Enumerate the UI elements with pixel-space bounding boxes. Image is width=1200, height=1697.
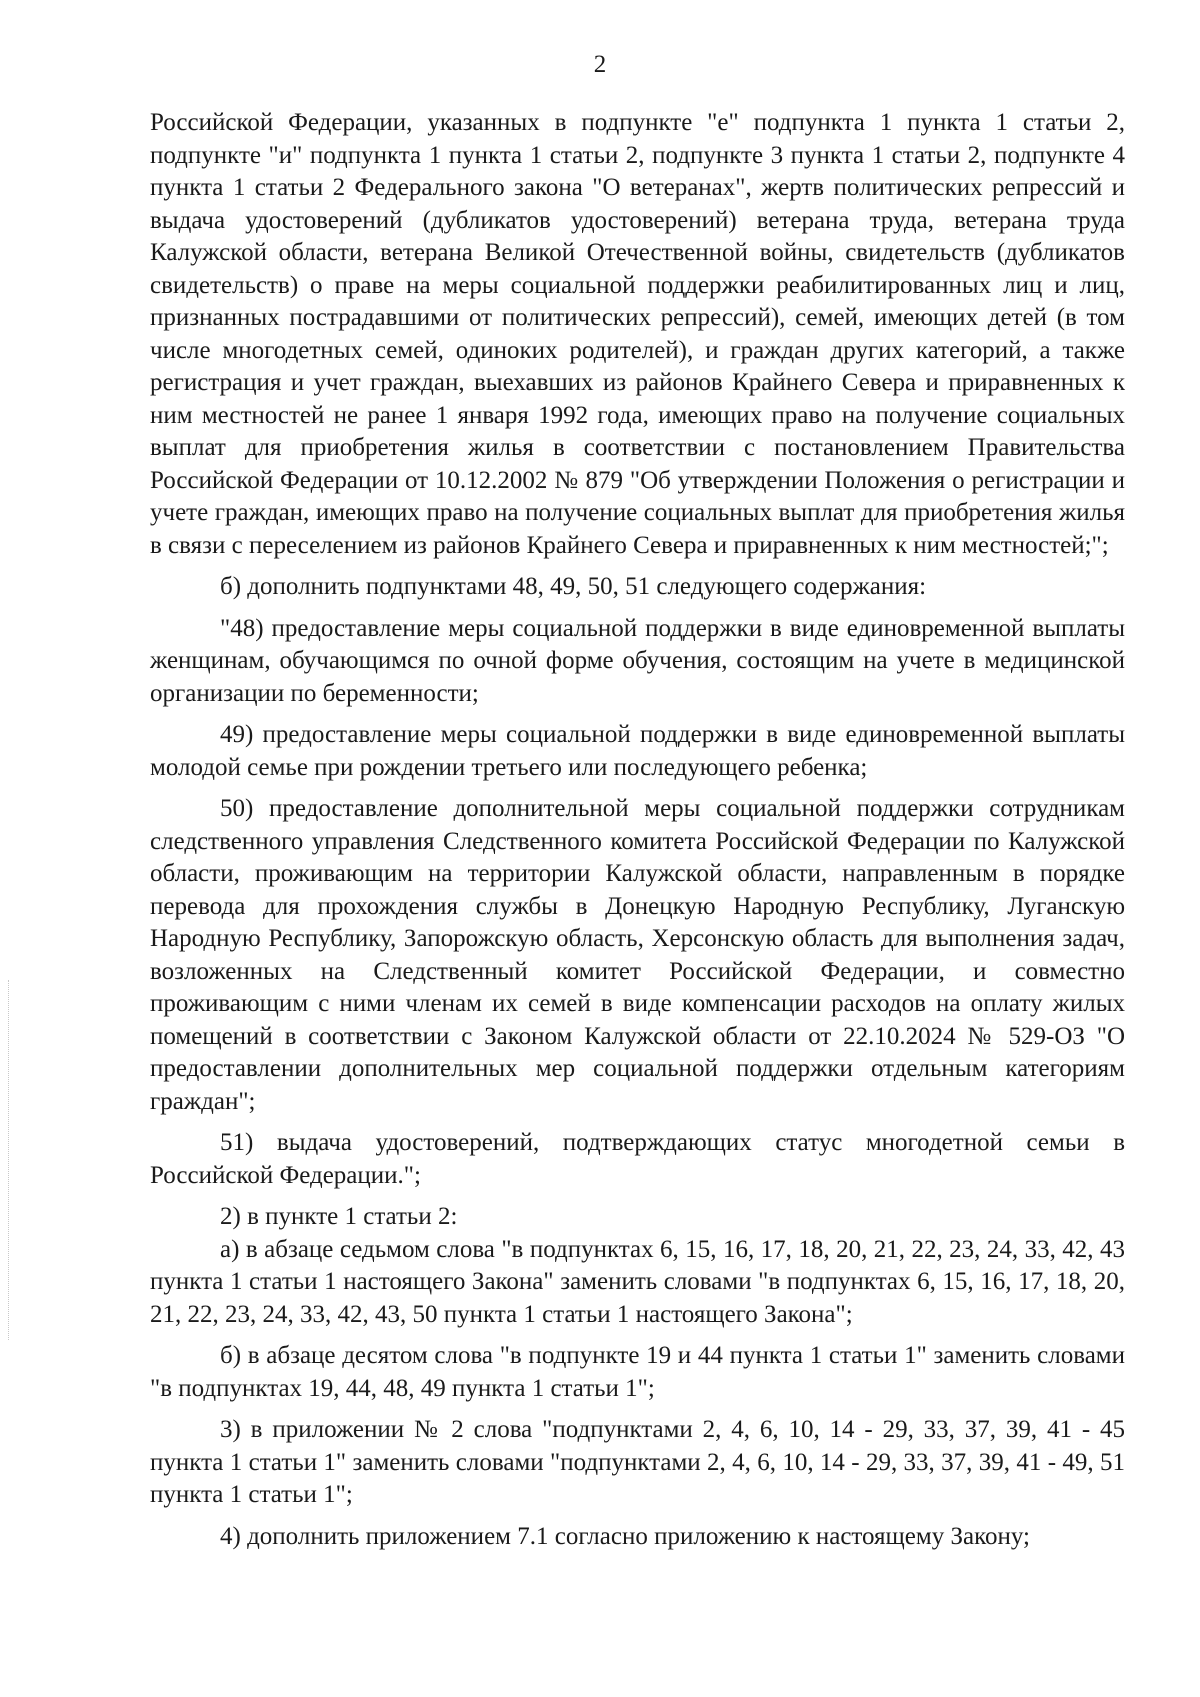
paragraph-item-4: 4) дополнить приложением 7.1 согласно приложению к настоящему Закону;	[220, 1522, 1030, 1550]
paragraph-item-b: б) дополнить подпунктами 48, 49, 50, 51 следующего содержания:	[220, 573, 927, 600]
document-body	[150, 107, 1125, 1553]
paragraph-subitem-51: 51) выдача удостоверений, подтверждающих статус многодетной семьи в Российской Федерации.";	[150, 1129, 1125, 1189]
paragraph-subitem-50: 50) предоставление дополнительной меры социальной поддержки сотрудникам следственного управления Следственного комитета Российской Федерации по Калужской области, проживающим на территории Калужской области, направленным в порядке перевода для прохождения службы в Донецкую Народную Республику, Луганскую Народную Республику, Запорожскую область, Херсонскую область для выполнения задач, возложенных на Следственный комитет Российской Федерации, и совместно проживающим с ними членам их семей в виде компенсации расходов на оплату жилых помещений в соответствии с Законом Калужской области от 22.10.2024 № 529-ОЗ "О предоставлении дополнительных мер социальной поддержки отдельным категориям граждан";	[150, 795, 1125, 1115]
paragraph-item-2b: б) в абзаце десятом слова "в подпункте 19 и 44 пункта 1 статьи 1" заменить словами "в подпунктах 19, 44, 48, 49 пункта 1 статьи 1";	[150, 1342, 1125, 1402]
paragraph-item-3: 3) в приложении № 2 слова "подпунктами 2, 4, 6, 10, 14 - 29, 33, 37, 39, 41 - 45 пункта 1 статьи 1" заменить словами "подпунктами 2, 4, 6, 10, 14 - 29, 33, 37, 39, 41 - 49, 51 пункта 1 статьи 1";	[150, 1416, 1125, 1508]
paragraph-subitem-49: 49) предоставление меры социальной поддержки в виде единовременной выплаты молодой семье при рождении третьего или последующего ребенка;	[150, 721, 1125, 781]
paragraph-item-2a: а) в абзаце седьмом слова "в подпунктах 6, 15, 16, 17, 18, 20, 21, 22, 23, 24, 33, 42, 43 пункта 1 статьи 1 настоящего Закона" заменить словами "в подпунктах 6, 15, 16, 17, 18, 20, 21, 22, 23, 24, 33, 42, 43, 50 пункта 1 статьи 1 настоящего Закона";	[150, 1235, 1125, 1328]
page-number: 2	[593, 51, 607, 78]
scan-edge-mark	[8, 980, 10, 1340]
paragraph-continuation: Российской Федерации, указанных в подпункте "е" подпункта 1 пункта 1 статьи 2, подпункте "и" подпункта 1 пункта 1 статьи 2, подпункте 3 пункта 1 статьи 2, подпункте 4 пункта 1 статьи 2 Федерального закона "О ветеранах", жертв политических репрессий и выдача удостоверений (дубликатов удостоверений) ветерана труда, ветерана труда Калужской области, ветерана Великой Отечественной войны, свидетельств (дубликатов свидетельств) о праве на меры социальной поддержки реабилитированных лиц и лиц, признанных пострадавшими от политических репрессий), семей, имеющих детей (в том числе многодетных семей, одиноких родителей), и граждан других категорий, а также регистрация и учет граждан, выехавших из районов Крайнего Севера и приравненных к ним местностей не ранее 1 января 1992 года, имеющих право на получение социальных выплат для приобретения жилья в соответствии с постановлением Правительства Российской Федерации от 10.12.2002 № 879 "Об утверждении Положения о регистрации и учете граждан, имеющих право на получение социальных выплат для приобретения жилья в связи с переселением из районов Крайнего Севера и приравненных к ним местностей;";	[150, 109, 1125, 559]
paragraph-item-2: 2) в пункте 1 статьи 2:	[220, 1203, 458, 1230]
paragraph-subitem-48: "48) предоставление меры социальной поддержки в виде единовременной выплаты женщинам, обучающимся по очной форме обучения, состоящим на учете в медицинской организации по беременности;	[150, 614, 1125, 707]
